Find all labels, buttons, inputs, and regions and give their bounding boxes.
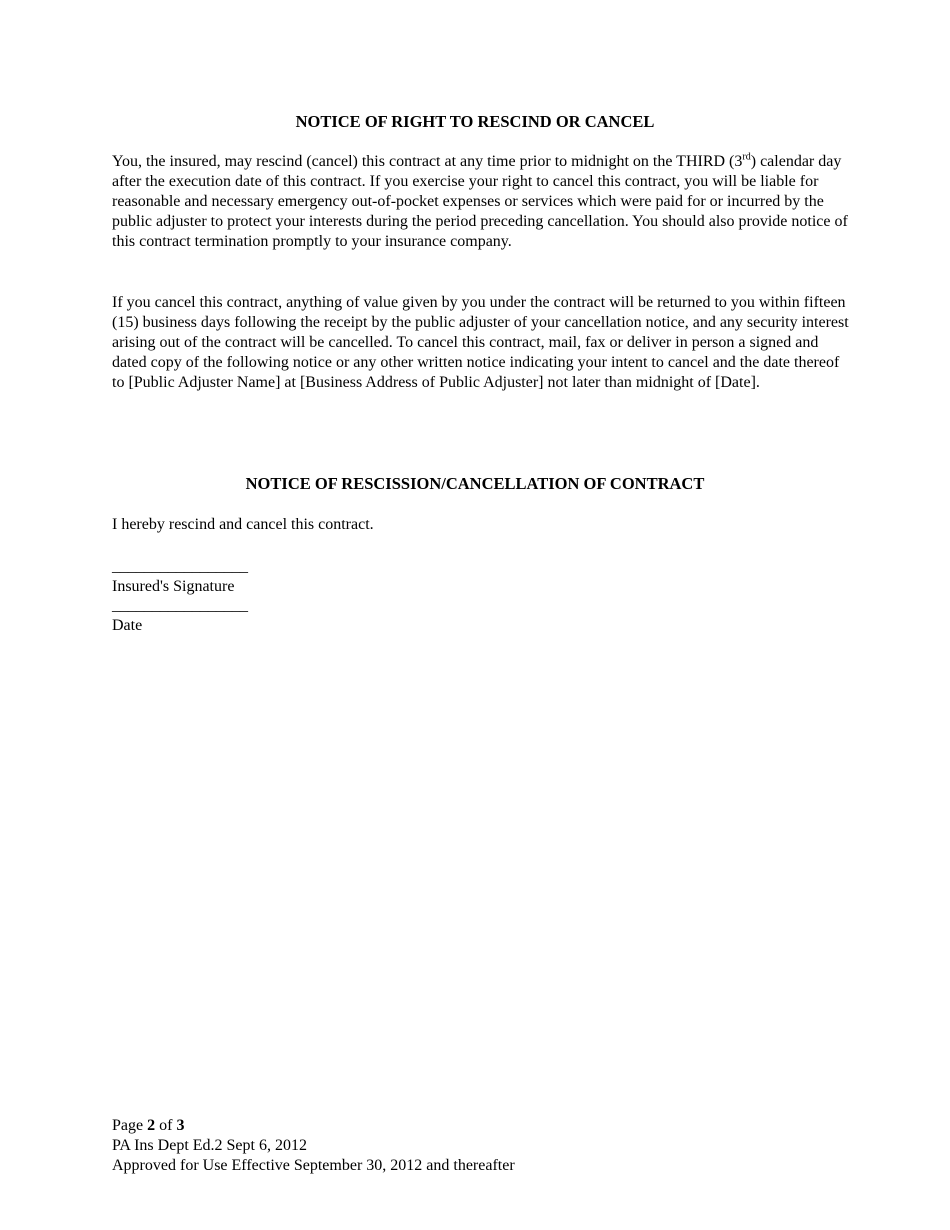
date-line: _________________: [112, 597, 248, 614]
rescind-rights-text-after: ) calendar day after the execution date of this contract. If you exercise your right to cancel this contract, you will be liable for reasonable and necessary emergency out-of-pocket expenses or services which were paid for or incurred by the public adjuster to protect your interests during the period preceding cancellation. You should also provide notice of this contract termination promptly to your insurance company.: [112, 153, 848, 250]
rescind-rights-paragraph: [112, 152, 852, 252]
page-prefix: Page: [112, 1117, 148, 1134]
rescission-statement: I hereby rescind and cancel this contract.: [112, 516, 374, 533]
edition-line: PA Ins Dept Ed.2 Sept 6, 2012: [112, 1137, 307, 1154]
page-footer: [112, 1116, 515, 1176]
notice-of-rescission-title: NOTICE OF RESCISSION/CANCELLATION OF CONTRACT: [245, 474, 705, 493]
signature-label: Insured's Signature: [112, 578, 235, 595]
date-label: Date: [112, 617, 143, 634]
page-of: of: [155, 1117, 177, 1134]
page-total: 3: [176, 1117, 185, 1134]
approval-line: Approved for Use Effective September 30, 2012 and thereafter: [112, 1157, 515, 1174]
rescind-rights-text-before: You, the insured, may rescind (cancel) this contract at any time prior to midnight on the THIRD (3: [112, 153, 743, 170]
cancellation-procedure-paragraph: If you cancel this contract, anything of value given by you under the contract will be returned to you within fifteen (15) business days following the receipt by the public adjuster of your cancellation notice, and any security interest arising out of the contract will be cancelled. To cancel this contract, mail, fax or deliver in person a signed and dated copy of the following notice or any other written notice indicating your intent to cancel and the date thereof to [Public Adjuster Name] at [Business Address of Public Adjuster] not later than midnight of [Date].: [112, 294, 849, 391]
page-number: [112, 1116, 515, 1136]
page-current: 2: [147, 1117, 156, 1134]
ordinal-superscript: rd: [742, 151, 751, 163]
notice-right-to-rescind-title: NOTICE OF RIGHT TO RESCIND OR CANCEL: [295, 112, 655, 131]
signature-line: _________________: [112, 558, 248, 575]
